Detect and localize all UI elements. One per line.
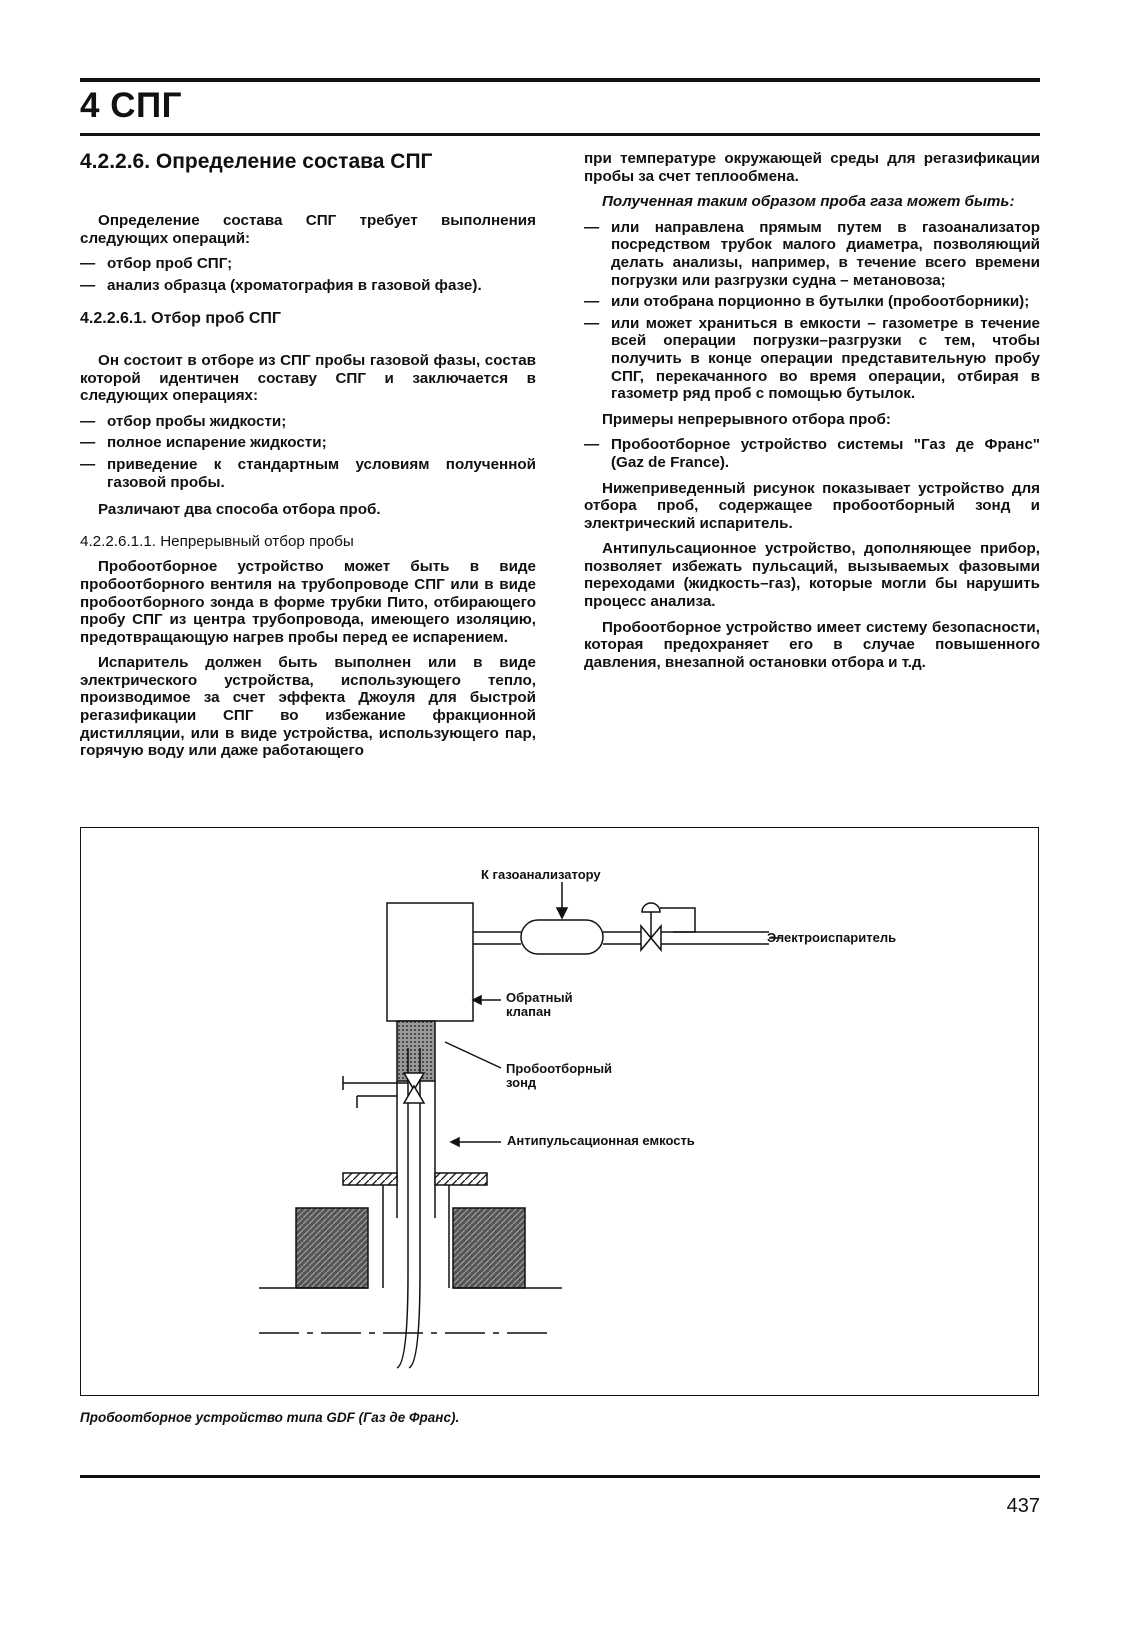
subsubsection-heading: 4.2.2.6.1.1. Непрерывный отбор пробы	[80, 532, 354, 550]
left-column	[80, 150, 536, 768]
list-item: — приведение к стандартным условиям полученной газовой пробы.	[80, 456, 536, 491]
label-to-analyzer: К газоанализатору	[481, 867, 601, 882]
label-electroevaporator: Электроиспаритель	[767, 930, 897, 945]
figure-caption: Пробоотборное устройство типа GDF (Газ де Франс).	[80, 1410, 460, 1425]
paragraph: Различают два способа отбора проб.	[98, 501, 381, 519]
label-sampling-probe: Пробоотборный зонд	[506, 1061, 613, 1090]
header-rule-bottom	[80, 133, 1040, 136]
paragraph: Полученная таким образом проба газа может быть:	[602, 193, 1015, 211]
label-antipulse-tank: Антипульсационная емкость	[507, 1133, 695, 1148]
paragraph: Пробоотборное устройство имеет систему безопасности, которая предохраняет его в случае повышенного давления, внезапной остановки отбора и т.д.	[584, 618, 1040, 671]
paragraph: при температуре окружающей среды для регазификации пробы за счет теплообмена.	[584, 150, 1040, 185]
figure-diagram	[80, 827, 1039, 1396]
list-item: — анализ образца (хроматография в газовой фазе).	[80, 277, 536, 295]
paragraph: Нижеприведенный рисунок показывает устройство для отбора проб, содержащее пробоотборный зонд и электрический испаритель.	[584, 479, 1040, 532]
paragraph: Пробоотборное устройство может быть в виде пробоотборного вентиля на трубопроводе СПГ или в виде пробоотборного зонда в форме трубки Пито, отбирающего пробу СПГ из центра трубопровода, имеющего изоляцию, предотвращающую нагрев пробы перед ее испарением.	[80, 558, 536, 646]
section-heading: 4.2.2.6. Определение состава СПГ	[80, 150, 433, 173]
list-item: — или может храниться в емкости – газометре в течение всей операции погрузки–разгрузки с тем, чтобы получить в конце операции представительную пробу СПГ, перекачанного во время операции, отбирая в газометр ряд проб с помощью бутылок.	[584, 315, 1040, 403]
intro-paragraph: Определение состава СПГ требует выполнения следующих операций:	[80, 212, 536, 247]
subsection-heading: 4.2.2.6.1. Отбор проб СПГ	[80, 310, 281, 328]
header-rule-top	[80, 78, 1040, 82]
paragraph: Испаритель должен быть выполнен или в виде электрического устройства, использующего тепло, производимое за счет эффекта Джоуля для быстрой регазификации СПГ во избежание фракционной дистилляции, или в виде устройства, использующего пар, горячую воду или даже работающего	[80, 654, 536, 760]
right-column	[584, 150, 1040, 679]
sampling-device-diagram	[81, 828, 1038, 1395]
label-check-valve: Обратный клапан	[506, 990, 573, 1019]
list-item: — отбор пробы жидкости;	[80, 413, 536, 431]
paragraph: Он состоит в отборе из СПГ пробы газовой фазы, состав которой идентичен составу СПГ и заключается в следующих операциях:	[80, 351, 536, 405]
list-item: — или направлена прямым путем в газоанализатор посредством трубок малого диаметра, позволяющий делать анализы, например, в течение всего времени погрузки или разгрузки судна – метановоза;	[584, 219, 1040, 289]
list-item: — Пробоотборное устройство системы "Газ де Франс" (Gaz de France).	[584, 436, 1040, 471]
list-item: — полное испарение жидкости;	[80, 434, 536, 452]
paragraph: Антипульсационное устройство, дополняющее прибор, позволяет избежать пульсаций, вызываемых фазовыми переходами (жидкость–газ), которые могли бы нарушить процесс анализа.	[584, 540, 1040, 611]
list-item: — или отобрана порционно в бутылки (пробоотборники);	[584, 293, 1040, 311]
footer-rule	[80, 1475, 1040, 1478]
page-number: 437	[1006, 1495, 1040, 1517]
paragraph: Примеры непрерывного отбора проб:	[602, 410, 891, 428]
list-item: — отбор проб СПГ;	[80, 255, 536, 273]
chapter-title: 4 СПГ	[80, 86, 182, 125]
